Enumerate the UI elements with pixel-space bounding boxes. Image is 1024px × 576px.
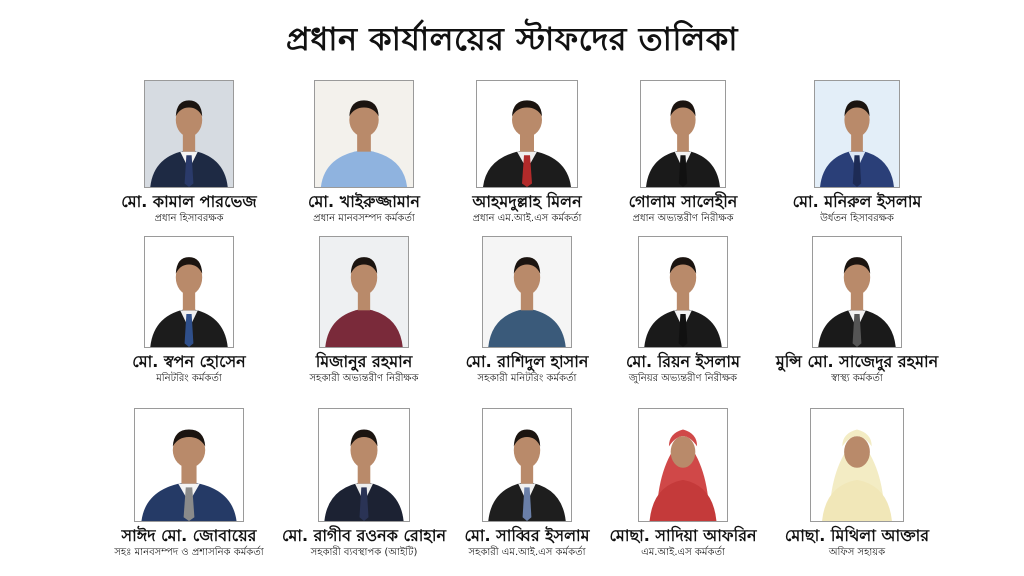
staff-role: এম.আই.এস কর্মকর্তা [641, 547, 725, 558]
staff-role: সহকারী এম.আই.এস কর্মকর্তা [468, 547, 586, 558]
staff-name: মোছা. মিথিলা আক্তার [784, 526, 930, 545]
staff-photo [318, 408, 410, 522]
staff-card [583, 408, 783, 559]
staff-role: সহকারী মনিটরিং কর্মকর্তা [477, 373, 577, 384]
page-title: প্রধান কার্যালয়ের স্টাফদের তালিকা [285, 20, 739, 58]
portrait-photo [815, 81, 899, 187]
staff-photo [482, 236, 572, 348]
portrait-photo [641, 81, 725, 187]
staff-card [757, 236, 957, 385]
staff-photo [314, 80, 414, 188]
portrait-photo [483, 237, 571, 347]
portrait-photo [477, 81, 577, 187]
staff-name: মিজানুর রহমান [315, 352, 413, 371]
portrait-photo [639, 409, 727, 521]
staff-name: মো. কামাল পারভেজ [121, 192, 257, 211]
staff-photo [482, 408, 572, 522]
staff-role: সহকারী ব্যবস্থাপক (আইটি) [310, 547, 418, 558]
staff-role: সহকারী অভ্যন্তরীণ নিরীক্ষক [309, 373, 419, 384]
staff-photo [812, 236, 902, 348]
staff-role: প্রধান মানবসম্পদ কর্মকর্তা [313, 213, 415, 224]
staff-role: সহঃ মানবসম্পদ ও প্রশাসনিক কর্মকর্তা [114, 547, 264, 558]
staff-name: গোলাম সালেহীন [628, 192, 738, 211]
staff-photo [814, 80, 900, 188]
staff-role: অফিস সহায়ক [828, 547, 886, 558]
staff-photo [144, 80, 234, 188]
portrait-photo [813, 237, 901, 347]
staff-name: মো. রিয়ন ইসলাম [626, 352, 740, 371]
staff-name: মো. সাব্বির ইসলাম [464, 526, 590, 545]
portrait-photo [319, 409, 409, 521]
portrait-photo [639, 237, 727, 347]
staff-name: মো. রাগীব রওনক রোহান [281, 526, 447, 545]
portrait-photo [315, 81, 413, 187]
staff-photo [319, 236, 409, 348]
portrait-photo [145, 81, 233, 187]
staff-photo [476, 80, 578, 188]
staff-card [89, 408, 289, 559]
staff-name: মো. স্বপন হোসেন [132, 352, 246, 371]
staff-photo [810, 408, 904, 522]
staff-name: মো. খাইরুজ্জামান [308, 192, 420, 211]
portrait-photo [145, 237, 233, 347]
staff-name: আহমদুল্লাহ মিলন [472, 192, 582, 211]
staff-card [757, 408, 957, 559]
portrait-photo [135, 409, 243, 521]
staff-role: স্বাস্থ্য কর্মকর্তা [831, 373, 883, 384]
staff-name: সাঈদ মো. জোবায়ের [121, 526, 257, 545]
portrait-photo [811, 409, 903, 521]
staff-role: প্রধান অভ্যন্তরীণ নিরীক্ষক [632, 213, 734, 224]
staff-role: প্রধান এম.আই.এস কর্মকর্তা [472, 213, 582, 224]
portrait-photo [483, 409, 571, 521]
staff-card [757, 80, 957, 225]
staff-photo [134, 408, 244, 522]
staff-card [89, 236, 289, 385]
staff-card [583, 236, 783, 385]
staff-photo [144, 236, 234, 348]
staff-photo [640, 80, 726, 188]
staff-role: জুনিয়র অভ্যন্তরীণ নিরীক্ষক [628, 373, 738, 384]
staff-card [583, 80, 783, 225]
staff-photo [638, 408, 728, 522]
staff-name: মোছা. সাদিয়া আফরিন [609, 526, 757, 545]
staff-role: উর্ধতন হিসাবরক্ষক [820, 213, 894, 224]
staff-name: মো. মনিরুল ইসলাম [792, 192, 922, 211]
staff-role: মনিটরিং কর্মকর্তা [156, 373, 222, 384]
staff-photo [638, 236, 728, 348]
staff-card [89, 80, 289, 225]
staff-name: মুন্সি মো. সাজেদুর রহমান [775, 352, 939, 371]
portrait-photo [320, 237, 408, 347]
staff-role: প্রধান হিসাবরক্ষক [154, 213, 224, 224]
staff-name: মো. রাশিদুল হাসান [465, 352, 589, 371]
